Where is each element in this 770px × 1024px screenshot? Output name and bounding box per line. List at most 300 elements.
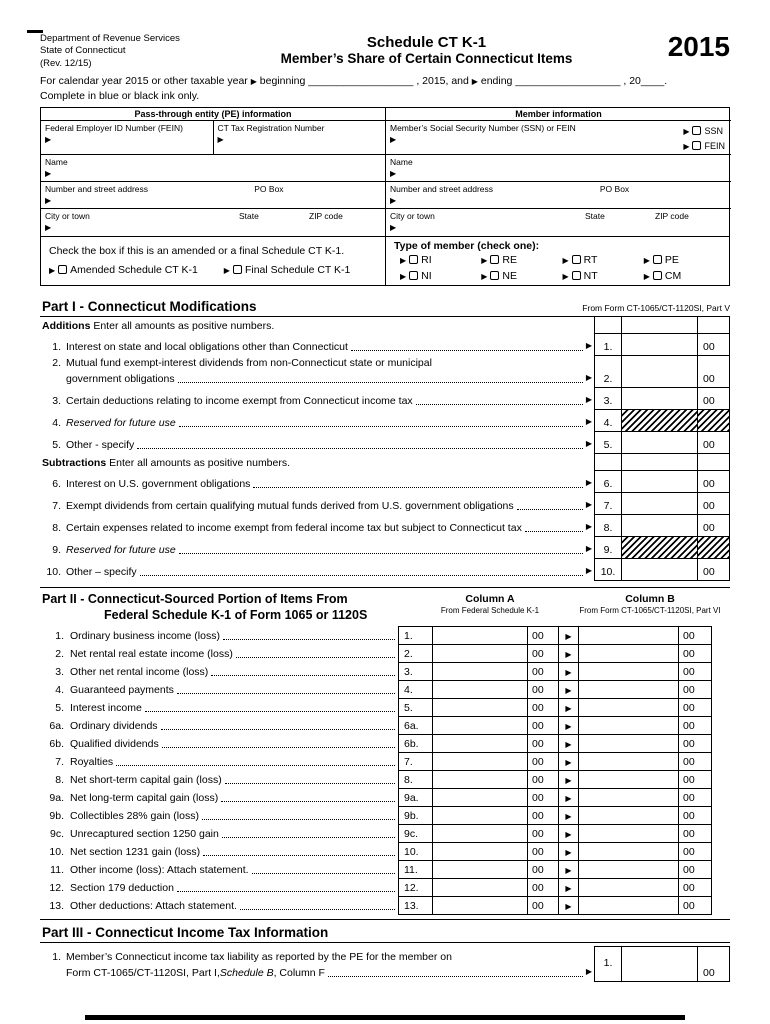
info-table [40, 107, 730, 237]
amended-box [41, 237, 386, 285]
cents-label: 00 [697, 356, 730, 388]
part3-row [40, 946, 730, 982]
amount-field[interactable] [621, 334, 697, 356]
cents-label: 00 [697, 471, 730, 493]
grid-cell [697, 454, 730, 471]
cents-label: 00 [697, 946, 730, 982]
row-number: 9a. [49, 792, 64, 805]
member-type-label: PE [664, 254, 679, 267]
dotted-leader [179, 553, 583, 554]
row-description: Qualified dividends [70, 738, 159, 751]
pe-id-row [41, 121, 385, 155]
arrow-icon: ▶ [559, 825, 578, 843]
description-line [40, 542, 594, 558]
zip-label: ZIP code [309, 211, 343, 222]
checkbox-ri[interactable] [409, 255, 418, 264]
member-state-field[interactable] [581, 209, 651, 236]
columnB-amount-field[interactable] [578, 789, 678, 807]
checkbox-cm[interactable] [653, 271, 662, 280]
member-city-field[interactable] [386, 209, 581, 236]
part2-row [40, 663, 712, 681]
row-number: 6a. [49, 720, 64, 733]
columnA-amount-field[interactable] [432, 897, 527, 915]
arrow-icon: ▶ [585, 565, 592, 575]
row-description-block [40, 410, 594, 432]
line-number-cell: 9c. [398, 825, 432, 843]
member-info-section [386, 108, 731, 236]
cents-label: 00 [678, 897, 712, 915]
row-description-block [40, 645, 398, 663]
state-label: State [585, 211, 605, 222]
state-label: State [239, 211, 259, 222]
cents-label: 00 [527, 861, 559, 879]
line-number-cell: 4. [398, 681, 432, 699]
row-number: 8. [55, 774, 64, 787]
amount-field[interactable] [621, 471, 697, 493]
row-description-block [40, 843, 398, 861]
row-number: 9b. [49, 810, 64, 823]
columnA-amount-field[interactable] [432, 771, 527, 789]
row-number: 2. [55, 648, 64, 661]
columnB-amount-field[interactable] [578, 735, 678, 753]
row-description: Royalties [70, 756, 114, 769]
columnB-amount-field[interactable] [578, 681, 678, 699]
amended-instruction: Check the box if this is an amended or a final Schedule CT K-1. [49, 245, 345, 258]
arrow-icon: ▶ [585, 966, 592, 976]
line-number-cell: 13. [398, 897, 432, 915]
member-type-options [394, 254, 725, 282]
description-line [40, 498, 594, 514]
ct-registration-label: CT Tax Registration Number [217, 123, 325, 134]
line-number-cell: 5. [398, 699, 432, 717]
columnA-amount-field[interactable] [432, 753, 527, 771]
cents-label: 00 [678, 735, 712, 753]
calendar-text: ending [480, 75, 513, 88]
dotted-leader [517, 509, 583, 510]
arrow-icon: ▶ [559, 861, 578, 879]
cents-label: 00 [527, 627, 559, 645]
row-description: Interest on state and local obligations other than Connecticut [66, 340, 348, 353]
line-number-cell: 7. [398, 753, 432, 771]
columnB-amount-field[interactable] [578, 843, 678, 861]
dotted-leader [137, 448, 583, 449]
row-description: Net section 1231 gain (loss) [70, 846, 201, 859]
calendar-year-line [40, 75, 730, 87]
dotted-leader [252, 873, 395, 874]
part2-row [40, 897, 712, 915]
line-number-cell: 10. [594, 559, 621, 581]
columnB-amount-field[interactable] [578, 645, 678, 663]
columnB-amount-field[interactable] [578, 699, 678, 717]
row-description: Collectibles 28% gain (loss) [70, 810, 199, 823]
cents-label: 00 [527, 735, 559, 753]
row-description: Other - specify [66, 438, 135, 451]
dotted-leader [525, 531, 583, 532]
pe-zip-field[interactable] [305, 209, 385, 236]
arrow-icon: ▶ [400, 272, 407, 282]
dotted-leader [221, 801, 395, 802]
row-number: 8. [52, 521, 61, 534]
registration-mark [27, 30, 43, 33]
ssn-fein-options [683, 124, 725, 154]
line-number-cell: 2. [594, 356, 621, 388]
columnB-amount-field[interactable] [578, 861, 678, 879]
columnA-amount-field[interactable] [432, 861, 527, 879]
columnB-amount-field[interactable] [578, 897, 678, 915]
row-description-block [40, 789, 398, 807]
row-description: Reserved for future use [66, 416, 176, 429]
columnB-amount-field[interactable] [578, 879, 678, 897]
calendar-text: For calendar year 2015 or other taxable year [40, 75, 248, 88]
description-line [40, 356, 594, 371]
arrow-icon: ▶ [585, 438, 592, 448]
part1-row [40, 493, 730, 515]
arrow-icon: ▶ [562, 256, 569, 266]
cents-label: 00 [678, 825, 712, 843]
arrow-icon: ▶ [585, 499, 592, 509]
grid-cell [621, 454, 697, 471]
cents-label: 00 [678, 771, 712, 789]
columnB-amount-field[interactable] [578, 771, 678, 789]
checkbox-ne[interactable] [490, 271, 499, 280]
dotted-leader [240, 909, 395, 910]
amended-options [49, 264, 379, 276]
cents-label: 00 [527, 681, 559, 699]
row-description: Unrecaptured section 1250 gain [70, 828, 219, 841]
row-description: , Column F [273, 966, 325, 979]
row-description-block [40, 537, 594, 559]
columnA-amount-field[interactable] [432, 681, 527, 699]
columnA-amount-field[interactable] [432, 627, 527, 645]
pe-city-field[interactable] [41, 209, 235, 236]
arrow-icon: ▶ [559, 627, 578, 645]
row-number: 1. [52, 951, 61, 964]
amount-field[interactable] [621, 559, 697, 581]
arrow-icon: ▶ [390, 135, 397, 145]
pe-state-field[interactable] [235, 209, 305, 236]
part3-header [40, 919, 730, 943]
row-description-block [40, 627, 398, 645]
part1-row [40, 515, 730, 537]
cents-label: 00 [527, 645, 559, 663]
description-line [40, 437, 594, 453]
row-number: 3. [55, 666, 64, 679]
ct-registration-field[interactable] [214, 121, 386, 154]
part1-source-note: From Form CT-1065/CT-1120SI, Part V [582, 303, 730, 314]
row-description-block [40, 388, 594, 410]
part1-row [40, 334, 730, 356]
cents-label: 00 [527, 753, 559, 771]
beginning-date-blank[interactable]: __________________ [308, 75, 414, 88]
cents-label: 00 [527, 699, 559, 717]
cents-label: 00 [527, 663, 559, 681]
tax-year: 2015 [667, 31, 730, 62]
calendar-text: , 20____. [623, 75, 668, 88]
columnB-amount-field[interactable] [578, 663, 678, 681]
arrow-icon: ▶ [481, 272, 488, 282]
checkbox-rt[interactable] [572, 255, 581, 264]
part2-row [40, 825, 712, 843]
row-description: Reserved for future use [66, 543, 176, 556]
part2-row [40, 789, 712, 807]
arrow-icon: ▶ [562, 272, 569, 282]
row-description: Guaranteed payments [70, 684, 174, 697]
checkbox-fein[interactable] [692, 141, 701, 150]
member-zip-field[interactable] [651, 209, 731, 236]
row-number: 12. [49, 882, 64, 895]
pe-info-header: Pass-through entity (PE) information [41, 108, 385, 121]
additions-heading [40, 317, 594, 334]
line-number-cell: 2. [398, 645, 432, 663]
row-number: 6b. [49, 738, 64, 751]
subtractions-note: Enter all amounts as positive numbers. [109, 457, 291, 470]
cents-label: 00 [527, 807, 559, 825]
line-number-cell: 1. [398, 627, 432, 645]
dotted-leader [222, 837, 395, 838]
city-label: City or town [45, 211, 90, 222]
line-number-cell: 12. [398, 879, 432, 897]
row-description-block [40, 861, 398, 879]
cents-label: 00 [697, 388, 730, 410]
arrow-icon: ▶ [471, 77, 478, 87]
columnA-header [410, 592, 570, 615]
dotted-leader [225, 783, 395, 784]
columnA-amount-field[interactable] [432, 843, 527, 861]
tax-liability-amount-field[interactable] [621, 946, 697, 982]
amount-field[interactable] [621, 432, 697, 454]
zip-label: ZIP code [655, 211, 689, 222]
cents-label: 00 [697, 432, 730, 454]
part1-subtractions-band [40, 454, 730, 471]
ending-date-blank[interactable]: __________________ [515, 75, 621, 88]
final-option-label: Final Schedule CT K-1 [244, 264, 351, 277]
form-header [40, 33, 730, 70]
arrow-icon: ▶ [481, 256, 488, 266]
arrow-icon: ▶ [45, 223, 52, 233]
row-description-block [40, 825, 398, 843]
row-description: Certain deductions relating to income exempt from Connecticut income tax [66, 394, 413, 407]
row-number: 9. [52, 543, 61, 556]
checkbox-final[interactable] [233, 265, 242, 274]
dotted-leader [177, 693, 395, 694]
columnB-amount-field[interactable] [578, 825, 678, 843]
ssn-fein-field[interactable] [386, 121, 731, 154]
member-info-header: Member information [386, 108, 731, 121]
member-type-label: NI [421, 270, 432, 283]
columnA-amount-field[interactable] [432, 663, 527, 681]
member-type-label: RT [583, 254, 598, 267]
dotted-leader [416, 404, 583, 405]
row-description: Certain expenses related to income exempt from federal income tax but subject to Connecticut tax [66, 521, 522, 534]
part2-row [40, 879, 712, 897]
ssn-option-label: SSN [704, 126, 723, 137]
arrow-icon: ▶ [390, 169, 397, 179]
dotted-leader [178, 382, 583, 383]
dotted-leader [328, 976, 583, 977]
dotted-leader [202, 819, 395, 820]
pe-info-section [41, 108, 386, 236]
arrow-icon: ▶ [559, 879, 578, 897]
form-title: Schedule CT K-1 [366, 34, 487, 51]
reserved-hatched-cell [621, 537, 697, 559]
description-line [40, 371, 594, 387]
checkbox-nt[interactable] [572, 271, 581, 280]
checkbox-ssn[interactable] [692, 126, 701, 135]
po-box-label: PO Box [254, 184, 284, 195]
part2-row [40, 735, 712, 753]
columnA-amount-field[interactable] [432, 735, 527, 753]
part1-row [40, 356, 730, 388]
arrow-icon: ▶ [683, 127, 690, 137]
cents-label: 00 [527, 843, 559, 861]
calendar-text: beginning [259, 75, 306, 88]
line-number-cell: 1. [594, 946, 621, 982]
pe-name-field[interactable] [41, 155, 385, 182]
row-description-block [40, 807, 398, 825]
row-number: 7. [52, 499, 61, 512]
part2-row [40, 861, 712, 879]
row-description: Interest income [70, 702, 142, 715]
member-type-label: RI [421, 254, 432, 267]
row-description-block [40, 515, 594, 537]
part2-row [40, 771, 712, 789]
dotted-leader [351, 350, 583, 351]
grid-cell [621, 317, 697, 334]
columnA-subtitle: From Federal Schedule K-1 [440, 606, 540, 616]
columnA-amount-field[interactable] [432, 789, 527, 807]
form-subtitle: Member’s Share of Certain Connecticut Items [280, 51, 573, 66]
arrow-icon: ▶ [559, 681, 578, 699]
columnA-amount-field[interactable] [432, 825, 527, 843]
columnB-amount-field[interactable] [578, 753, 678, 771]
row-description-block [40, 432, 594, 454]
amount-field[interactable] [621, 356, 697, 388]
line-number-cell: 7. [594, 493, 621, 515]
description-line [40, 339, 594, 355]
member-name-field[interactable] [386, 155, 731, 182]
cents-label: 00 [527, 879, 559, 897]
arrow-icon: ▶ [223, 266, 230, 276]
arrow-icon: ▶ [559, 771, 578, 789]
cents-label: 00 [527, 789, 559, 807]
arrow-icon: ▶ [643, 272, 650, 282]
cents-label: 00 [527, 717, 559, 735]
columnA-amount-field[interactable] [432, 879, 527, 897]
arrow-icon: ▶ [559, 717, 578, 735]
arrow-icon: ▶ [45, 169, 52, 179]
member-address-field[interactable] [386, 182, 731, 209]
row-number: 1. [52, 340, 61, 353]
row-description-block [40, 717, 398, 735]
pe-address-field[interactable] [41, 182, 385, 209]
cents-label: 00 [678, 879, 712, 897]
columnB-amount-field[interactable] [578, 807, 678, 825]
description-line [40, 415, 594, 431]
columnB-amount-field[interactable] [578, 717, 678, 735]
description-line [40, 965, 594, 981]
arrow-icon: ▶ [559, 897, 578, 915]
description-line [40, 476, 594, 492]
amended-option-label: Amended Schedule CT K-1 [70, 264, 198, 277]
cents-label: 00 [697, 334, 730, 356]
description-line [40, 520, 594, 536]
arrow-icon: ▶ [559, 645, 578, 663]
line-number-cell: 9b. [398, 807, 432, 825]
dotted-leader [177, 891, 395, 892]
amount-field[interactable] [621, 493, 697, 515]
part1-row [40, 432, 730, 454]
line-number-cell: 6b. [398, 735, 432, 753]
name-label: Name [45, 157, 68, 168]
part1-subtractions-rows [40, 471, 730, 581]
part2-title [42, 592, 410, 623]
row-number: 5. [55, 702, 64, 715]
line-number-cell: 6a. [398, 717, 432, 735]
final-option [224, 264, 351, 276]
cents-label: 00 [527, 825, 559, 843]
dotted-leader [140, 575, 583, 576]
row-description: Form CT-1065/CT-1120SI, Part I, [66, 966, 220, 979]
row-description: Member’s Connecticut income tax liability as reported by the PE for the member on [66, 951, 452, 964]
arrow-icon: ▶ [559, 753, 578, 771]
row-number: 2. [52, 357, 61, 370]
cents-label: 00 [678, 663, 712, 681]
ssn-label: Member’s Social Security Number (SSN) or FEIN [390, 123, 576, 134]
columnA-amount-field[interactable] [432, 717, 527, 735]
arrow-icon: ▶ [49, 266, 56, 276]
part1-row [40, 559, 730, 581]
columnB-header [570, 592, 730, 615]
part2-row [40, 753, 712, 771]
status-row [40, 236, 730, 286]
arrow-icon: ▶ [390, 223, 397, 233]
fein-field[interactable] [41, 121, 214, 154]
checkbox-amended[interactable] [58, 265, 67, 274]
description-line [40, 393, 594, 409]
part3-title: Part III - Connecticut Income Tax Information [42, 925, 329, 941]
columnA-amount-field[interactable] [432, 807, 527, 825]
checkbox-re[interactable] [490, 255, 499, 264]
arrow-icon: ▶ [559, 699, 578, 717]
columnB-amount-field[interactable] [578, 627, 678, 645]
row-number: 6. [52, 477, 61, 490]
pe-city-row [41, 209, 385, 236]
arrow-icon: ▶ [585, 372, 592, 382]
member-type-option [400, 270, 481, 282]
arrow-icon: ▶ [559, 807, 578, 825]
part1-row [40, 537, 730, 559]
cents-label: 00 [527, 897, 559, 915]
member-type-option [563, 254, 644, 266]
member-type-option [400, 254, 481, 266]
member-type-title: Type of member (check one): [394, 240, 540, 253]
part2-row [40, 807, 712, 825]
row-description: Interest on U.S. government obligations [66, 477, 251, 490]
description-line [40, 950, 594, 965]
grid-cell [697, 317, 730, 334]
arrow-icon: ▶ [585, 543, 592, 553]
checkbox-ni[interactable] [409, 271, 418, 280]
row-description-block [40, 471, 594, 493]
row-description-block [40, 946, 594, 982]
row-description: Other net rental income (loss) [70, 666, 209, 679]
columnA-amount-field[interactable] [432, 699, 527, 717]
amount-field[interactable] [621, 388, 697, 410]
amount-field[interactable] [621, 515, 697, 537]
checkbox-pe[interactable] [653, 255, 662, 264]
columnA-amount-field[interactable] [432, 645, 527, 663]
cents-label: 00 [678, 843, 712, 861]
